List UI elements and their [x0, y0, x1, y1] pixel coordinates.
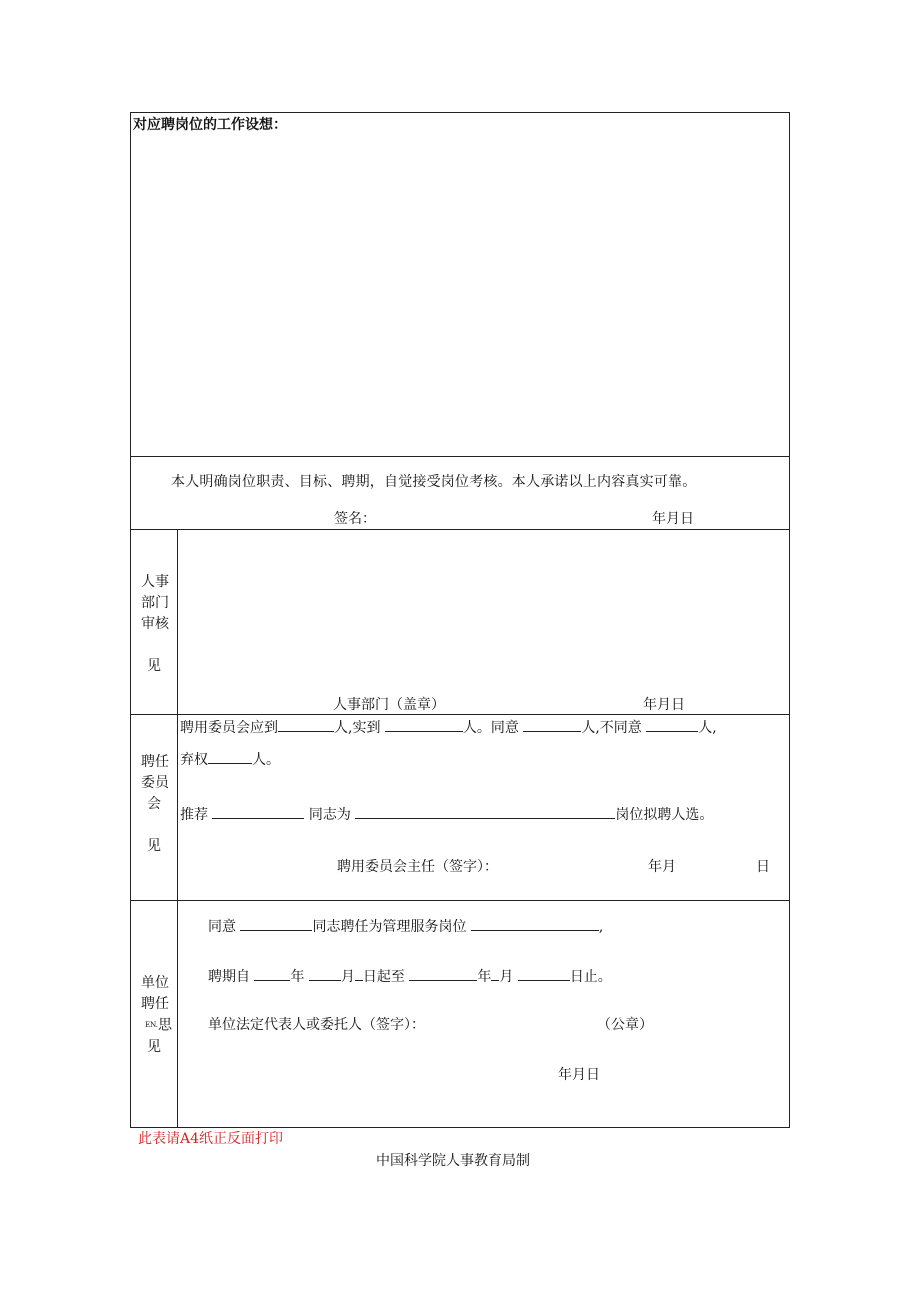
table-border-top — [130, 112, 790, 113]
commitment-date: 年月日 — [652, 511, 694, 527]
unit-seal-label: （公章） — [597, 1017, 653, 1033]
appointee-name-field[interactable] — [240, 917, 312, 931]
end-year-field[interactable] — [409, 967, 477, 981]
agree-count-field[interactable] — [523, 718, 581, 732]
committee-abstain-line: 弃权 人。 — [180, 752, 280, 768]
unit-agree-line: 同意 同志聘任为管理服务岗位 , — [208, 919, 604, 935]
hr-review-label: 人事 部门 审核 见 — [141, 574, 169, 674]
committee-label: 聘任 委员 会 见 — [141, 754, 169, 854]
unit-date: 年月日 — [558, 1067, 600, 1083]
committee-attendance-line: 聘用委员会应到 人,实到 人。同意 人,不同意 人, — [180, 720, 717, 736]
table-border-right — [789, 112, 790, 1128]
recommended-post-field[interactable] — [355, 805, 615, 819]
hr-review-date: 年月日 — [643, 697, 685, 713]
commitment-statement: 本人明确岗位职责、目标、聘期，自觉接受岗位考核。本人承诺以上内容真实可靠。 — [171, 474, 697, 490]
service-post-field[interactable] — [471, 917, 599, 931]
unit-approval-label: 单位 聘任 EN.思 见 — [141, 975, 173, 1055]
print-note: 此表请A4纸正反面打印 — [138, 1131, 284, 1147]
committee-date-ym: 年月 — [648, 859, 676, 875]
signature-label: 签名： — [334, 511, 376, 527]
row-divider-1 — [130, 456, 790, 457]
row-divider-3 — [130, 714, 790, 715]
table-border-bottom — [130, 1127, 790, 1128]
unit-representative-label: 单位法定代表人或委托人（签字）： — [208, 1017, 425, 1033]
recommended-name-field[interactable] — [212, 805, 304, 819]
unit-term-line: 聘期自 年 月 日起至 年 月 日止。 — [208, 969, 612, 985]
start-day-field[interactable] — [355, 967, 363, 981]
publisher-note: 中国科学院人事教育局制 — [376, 1153, 530, 1169]
start-month-field[interactable] — [309, 967, 341, 981]
table-border-left — [130, 112, 131, 1128]
actual-count-field[interactable] — [385, 718, 463, 732]
row-divider-4 — [130, 900, 790, 901]
committee-chair-label: 聘用委员会主任（签字）： — [337, 859, 498, 875]
label-small-mark: EN. — [145, 1021, 159, 1029]
work-plan-title: 对应聘岗位的工作设想： — [133, 117, 287, 133]
disagree-count-field[interactable] — [646, 718, 698, 732]
end-day-field[interactable] — [518, 967, 570, 981]
committee-date-d: 日 — [756, 859, 770, 875]
hr-stamp-label: 人事部门（盖章） — [333, 697, 445, 713]
abstain-count-field[interactable] — [208, 750, 252, 764]
row-divider-2 — [130, 529, 790, 530]
expected-count-field[interactable] — [278, 718, 334, 732]
start-year-field[interactable] — [254, 967, 290, 981]
label-column-divider — [177, 529, 178, 1128]
committee-recommend-line: 推荐 同志为 岗位拟聘人选。 — [180, 807, 714, 823]
